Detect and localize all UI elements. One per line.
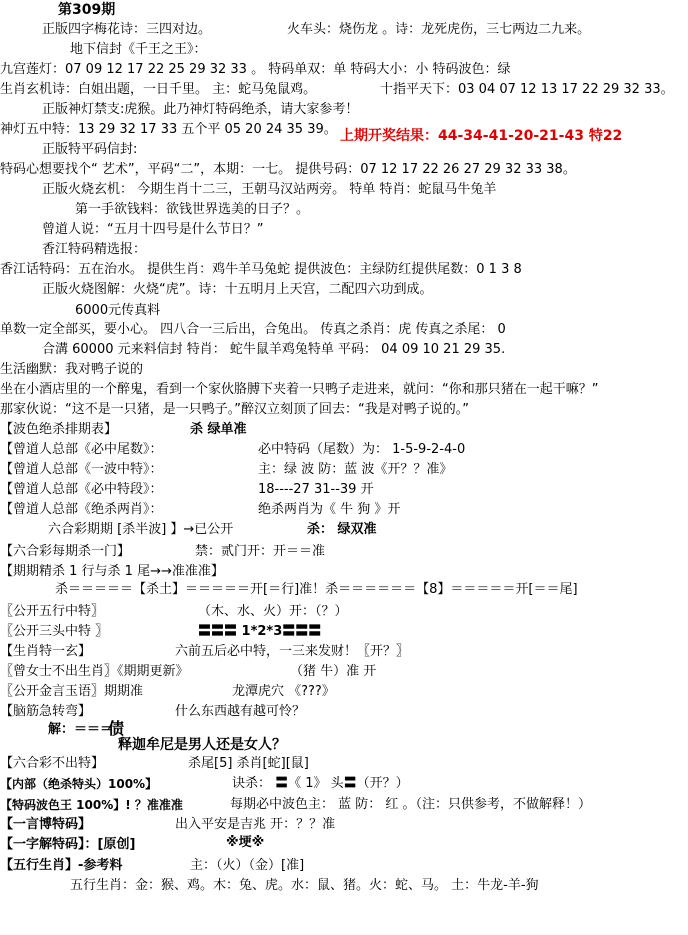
ms-zeng-value: （猪 牛）准 开 xyxy=(290,664,377,679)
five-zodiac-title: 【五行生肖】-参考料 xyxy=(0,858,123,873)
wave-king-value: 每期必中波色主： 蓝 防： 红 。（注：只供参考，不做解释！） xyxy=(230,797,592,812)
hk-report: 香江特码精选报： xyxy=(42,242,147,257)
train-head: 火车头：烧伤龙 。诗：龙死虎伤，三七两边二九来。 xyxy=(287,22,591,37)
one-word-title: 【一言博特码】 xyxy=(0,817,92,832)
half-wave-kill: 杀： 绿双准 xyxy=(307,522,377,537)
kill-row-title: 【期期精杀 1 行与杀 1 尾→→准准准】 xyxy=(0,564,224,579)
brain-teaser-title: 【脑筋急转弯】 xyxy=(0,704,92,719)
kill-one-gate: 【六合彩每期杀一门】 xyxy=(0,544,131,559)
table-label-3: 【曾道人总部《必中特段》： xyxy=(0,482,163,497)
table-label-2: 【曾道人总部《一波中特》： xyxy=(0,462,163,477)
brain-teaser-question: 什么东西越有越可怜？ xyxy=(175,704,306,719)
zodiac-one-value: 六前五后必中特，一三来发财！〖开？〗 xyxy=(175,644,410,659)
zodiac-poem: 生肖玄机诗：白姐出题，一日千里。 主：蛇马兔鼠鸡。 xyxy=(0,82,317,97)
wave-king-title: 【特码波色王 100%】! ？准准准 xyxy=(0,798,183,812)
inner-head-title: 【内部（绝杀特头）100%】 xyxy=(0,777,158,791)
envelope-king: 地下信封《千王之王》： xyxy=(70,42,207,57)
hk-code: 香江话特码：五在治水。 提供生肖：鸡牛羊马兔蛇 提供波色：主绿防红提供尾数：0 1 3 8 xyxy=(0,262,522,277)
zeng-said: 曾道人说：“五月十四号是什么节日？” xyxy=(42,222,264,237)
table-label-1: 【曾道人总部《必中尾数》： xyxy=(0,442,163,457)
one-char-value: ※埂※ xyxy=(226,835,265,850)
one-char-title: 【一字解特码】：[原创] xyxy=(0,837,136,852)
envelope-flat: 正版特平码信封: xyxy=(42,142,138,157)
fax-6000: 6000元传真料 xyxy=(75,303,161,318)
first-hand: 第一手欲钱料：欲钱世界选美的日子？。 xyxy=(75,202,310,217)
answer-overlay: 释迦牟尼是男人还是女人？ xyxy=(118,737,286,753)
inner-head-value: 诀杀： 〓《 1》 头〓（开？） xyxy=(232,776,409,791)
single-all: 单数一定全部买，要小心。 四八合一三后出，合兔出。 传真之杀肖：虎 传真之杀尾： 0 xyxy=(0,322,506,337)
humor-line1: 坐在小酒店里的一个醉鬼，看到一个家伙胳膊下夹着一只鸭子走进来，就问：“你和那只猪在一起干嘛？” xyxy=(0,382,599,397)
fire-diagram: 正版火烧图解：火烧“虎”。诗：十五明月上天宫，二配四六功到成。 xyxy=(42,282,433,297)
three-heads-value: 〓〓〓 1*2*3〓〓〓 xyxy=(198,624,322,639)
envelope-60000: 合溝 60000 元来料信封 特肖： 蛇牛鼠羊鸡兔特单 平码： 04 09 10 21 29 35. xyxy=(42,342,506,357)
lamp-five: 神灯五中特：13 29 32 17 33 五个平 05 20 24 35 39。 xyxy=(0,122,337,137)
table-label-4: 【曾道人总部《绝杀两肖》： xyxy=(0,502,163,517)
five-elements-title: 〖公开五行中特〗 xyxy=(0,604,105,619)
answer-label: 解：＝＝＝ xyxy=(48,722,114,737)
lotus-lamp: 九宫莲灯：07 09 12 17 22 25 29 32 33 。 特码单双：单 特码大小：小 特码波色：绿 xyxy=(0,62,511,77)
table-value-2: 主：绿 波 防：蓝 波《开？？准》 xyxy=(258,462,453,477)
table-value-3: 18----27 31--39 开 xyxy=(258,482,374,497)
table-label-0: 【波色绝杀排期表】 xyxy=(0,422,118,437)
three-heads-title: 〖公开三头中特 〗 xyxy=(0,624,109,639)
issue-title: 第309期 xyxy=(58,2,116,18)
answer-char: 债 xyxy=(108,719,125,738)
fire-riddle: 正版火烧玄机： 今期生肖十二三，王朝马汉站两旁。 特单 特肖：蛇鼠马牛兔羊 xyxy=(42,182,497,197)
kill-one-gate-value: 禁：贰门开：开＝＝准 xyxy=(195,544,326,559)
ten-fingers: 十指平天下：03 04 07 12 13 17 22 29 32 33。 xyxy=(380,82,674,97)
five-elements-value: （木、水、火）开：（？） xyxy=(198,604,348,619)
lamp-forbidden: 正版神灯禁支:虎猴。此乃神灯特码绝杀，请大家参考！ xyxy=(42,102,359,117)
zodiac-one-title: 【生肖特一玄】 xyxy=(0,644,92,659)
table-value-4: 绝杀两肖为《 牛 狗 》开 xyxy=(258,502,401,517)
five-zodiac-list: 五行生肖：金：猴、鸡。木：兔、虎。水：鼠、猪。火：蛇、马。 土：牛龙-羊-狗 xyxy=(70,878,539,893)
humor-title: 生活幽默：我对鸭子说的 xyxy=(0,362,144,377)
half-wave: 六合彩期期 [杀半波] 】→已公开 xyxy=(48,522,234,537)
no-special-value: 杀尾[5] 杀肖[蛇][鼠] xyxy=(188,756,309,771)
art-code: 特码心想要找个“ 艺术”，平码“二”，本期：一七。 提供号码：07 12 17 22 26 27 29 32 33 38。 xyxy=(0,162,576,177)
five-zodiac-main: 主：（火）（金）[准] xyxy=(190,858,305,873)
kill-row-detail: 杀＝＝＝＝＝【杀土】＝＝＝＝＝开[＝行]准！杀＝＝＝＝＝＝【8】＝＝＝＝＝开[＝＝尾] xyxy=(55,582,578,597)
one-word-value: 出入平安是吉兆 开：？？准 xyxy=(175,817,336,832)
humor-line2: 那家伙说：“这不是一只猪，是一只鸭子。”醉汉立刻顶了回去：“我是对鸭子说的。” xyxy=(0,402,469,417)
ms-zeng-title: 〖曾女士不出生肖〗《期期更新》 xyxy=(0,664,189,679)
table-value-1: 必中特码（尾数）为： 1-5-9-2-4-0 xyxy=(258,442,466,457)
golden-words-title: 〖公开金言玉语〗期期准 xyxy=(0,684,144,699)
golden-words-value: 龙潭虎穴 《???》 xyxy=(232,684,335,699)
no-special-title: 【六合彩不出特】 xyxy=(0,756,105,771)
plum-poem: 正版四字梅花诗：三四对边。 xyxy=(42,22,212,37)
table-value-0: 杀 绿单准 xyxy=(190,422,247,437)
last-result: 上期开奖结果：44-34-41-20-21-43 特22 xyxy=(340,128,623,144)
